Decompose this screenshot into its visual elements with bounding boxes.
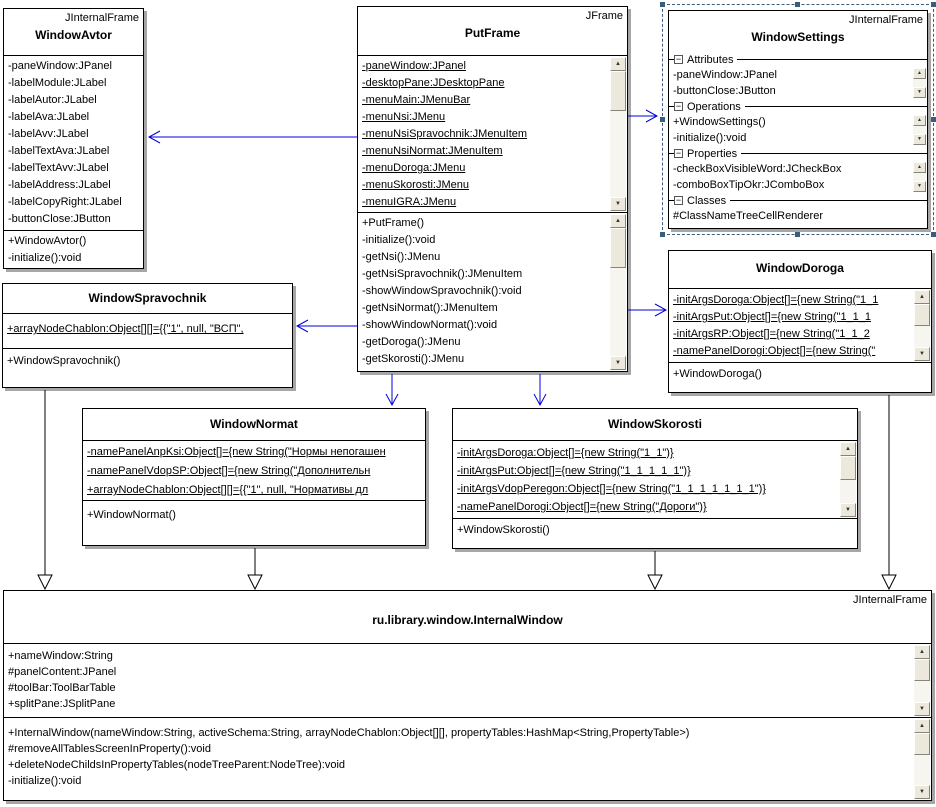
scroll-track[interactable]: [914, 755, 930, 785]
dependency-arrow-putframe-to-windowskorosti[interactable]: [531, 374, 549, 407]
methods-compartment: [3, 349, 292, 387]
scroll-up-button[interactable]: ▲: [914, 719, 930, 733]
scrollbar[interactable]: [913, 162, 926, 192]
scroll-thumb[interactable]: [610, 71, 626, 111]
scroll-down-button[interactable]: ▼: [913, 87, 926, 98]
method-line: +WindowSpravochnik(): [7, 355, 121, 367]
attribute-line: -paneWindow:JPanel: [362, 60, 466, 72]
selection-handle[interactable]: [795, 232, 800, 237]
method-line: -initialize():void: [362, 234, 436, 246]
attribute-line: -initArgsDoroga:Object[]={new String("1_1")}: [457, 447, 674, 459]
collapse-icon[interactable]: −: [675, 54, 682, 64]
attribute-line: -paneWindow:JPanel: [8, 60, 112, 72]
selection-frame[interactable]: [662, 4, 934, 235]
class-title: WindowSpravochnik: [88, 291, 207, 305]
method-line: +WindowSettings(): [673, 116, 766, 128]
attribute-line: -menuMain:JMenuBar: [362, 94, 471, 106]
method-line: -getNsiSpravochnik():JMenuItem: [362, 268, 523, 280]
class-window-spravochnik[interactable]: [2, 283, 293, 388]
section-header-attributes: [669, 52, 927, 67]
attribute-line: -menuNsiSpravochnik:JMenuItem: [362, 128, 528, 140]
class-stereotype: JInternalFrame: [853, 594, 927, 606]
class-header: [3, 284, 292, 314]
scroll-up-button[interactable]: ▲: [913, 162, 926, 173]
methods-compartment: [669, 363, 931, 392]
scroll-track[interactable]: [913, 173, 926, 181]
dependency-arrow-putframe-to-windowspravochnik[interactable]: [293, 317, 358, 335]
scroll-track[interactable]: [840, 480, 856, 503]
scroll-up-button[interactable]: ▲: [913, 68, 926, 79]
scroll-thumb[interactable]: [914, 733, 930, 755]
scroll-down-button[interactable]: ▼: [913, 134, 926, 145]
class-put-frame[interactable]: [357, 6, 628, 372]
selection-handle[interactable]: [931, 2, 936, 7]
attribute-line: -menuIGRA:JMenu: [362, 196, 457, 208]
scrollbar[interactable]: [914, 719, 930, 799]
section-label: Operations: [687, 100, 741, 113]
method-line: -initialize():void: [8, 252, 82, 264]
attribute-line: -menuNsiNormat:JMenuItem: [362, 145, 503, 157]
section-header-classes: [669, 193, 927, 208]
scroll-track[interactable]: [913, 126, 926, 134]
method-line: +WindowSkorosti(): [457, 524, 550, 536]
attribute-line: -comboBoxTipOkr:JComboBox: [673, 179, 825, 191]
generalization-arrow-windowspravochnik-to-internalwindow[interactable]: [37, 390, 54, 590]
class-internal-window[interactable]: [3, 590, 932, 801]
class-header: [83, 409, 425, 441]
attribute-line: -paneWindow:JPanel: [673, 69, 777, 81]
class-header: [4, 9, 143, 56]
method-line: -initialize():void: [673, 132, 747, 144]
attribute-line: -buttonClose:JButton: [8, 213, 111, 225]
divider: [741, 153, 927, 154]
class-window-avtor[interactable]: [3, 8, 144, 269]
methods-compartment: [83, 501, 425, 545]
class-window-settings[interactable]: [668, 10, 928, 229]
class-header: [4, 591, 931, 644]
scroll-thumb[interactable]: [914, 659, 930, 681]
collapse-icon[interactable]: −: [675, 101, 682, 111]
attribute-line: -labelModule:JLabel: [8, 77, 107, 89]
attribute-line: +nameWindow:String: [8, 650, 113, 662]
attributes-compartment: [4, 644, 931, 718]
scroll-up-button[interactable]: ▲: [840, 442, 856, 456]
scrollbar[interactable]: [913, 68, 926, 98]
selection-handle[interactable]: [931, 117, 936, 122]
attribute-line: -namePanelAnpKsi:Object[]={new String("Нормы непогашен: [87, 446, 386, 458]
attribute-line: -menuSkorosti:JMenu: [362, 179, 469, 191]
generalization-arrow-windowskorosti-to-internalwindow[interactable]: [647, 551, 664, 590]
class-stereotype: JFrame: [585, 10, 623, 22]
attributes-compartment: [3, 314, 292, 349]
method-line: -getNsi():JMenu: [362, 251, 441, 263]
scroll-thumb[interactable]: [914, 304, 930, 326]
scrollbar[interactable]: [914, 290, 930, 361]
selection-handle[interactable]: [660, 2, 665, 7]
class-stereotype: JInternalFrame: [849, 14, 923, 26]
class-header: [669, 11, 927, 52]
section-label: Properties: [687, 147, 738, 160]
scrollbar[interactable]: [610, 57, 626, 211]
selection-handle[interactable]: [660, 232, 665, 237]
method-line: -showWindowNormat():void: [362, 319, 498, 331]
dependency-arrow-putframe-to-windowavtor[interactable]: [144, 128, 358, 146]
attributes-compartment: [358, 56, 627, 213]
attribute-line: -initArgsDoroga:Object[]={new String("1_1: [673, 294, 879, 306]
dependency-arrow-putframe-to-windowsettings[interactable]: [628, 107, 662, 125]
divider: [730, 200, 927, 201]
method-line: -getSkorosti():JMenu: [362, 353, 465, 365]
attribute-line: -labelAvv:JLabel: [8, 128, 89, 140]
section-label: Classes: [687, 194, 727, 207]
attribute-line: -labelCopyRight:JLabel: [8, 196, 122, 208]
selection-handle[interactable]: [795, 2, 800, 7]
divider: [745, 106, 927, 107]
class-header: [358, 7, 627, 56]
class-window-skorosti[interactable]: [452, 408, 858, 549]
scroll-up-button[interactable]: ▲: [913, 115, 926, 126]
scrollbar[interactable]: [913, 115, 926, 145]
scroll-track[interactable]: [914, 681, 930, 702]
methods-compartment: [358, 213, 627, 371]
method-line: -getNsiNormat():JMenuItem: [362, 302, 498, 314]
scroll-up-button[interactable]: ▲: [610, 214, 626, 228]
attributes-compartment: [83, 441, 425, 501]
section-label: Attributes: [687, 53, 734, 66]
class-window-normat[interactable]: [82, 408, 426, 546]
methods-compartment: [4, 718, 931, 800]
attributes-compartment: [669, 289, 931, 363]
selection-handle[interactable]: [931, 232, 936, 237]
scroll-up-button[interactable]: ▲: [914, 645, 930, 659]
attribute-line: -labelAddress:JLabel: [8, 179, 111, 191]
attribute-line: -labelAva:JLabel: [8, 111, 90, 123]
section-header-operations: [669, 99, 927, 114]
attribute-line: -checkBoxVisibleWord:JCheckBox: [673, 163, 842, 175]
scroll-thumb[interactable]: [840, 456, 856, 480]
attribute-line: -labelTextAva:JLabel: [8, 145, 110, 157]
dependency-arrow-putframe-to-windownormat[interactable]: [383, 374, 401, 407]
method-line: -showWindowSpravochnik():void: [362, 285, 522, 297]
method-line: +InternalWindow(nameWindow:String, activeSchema:String, arrayNodeChablon:Object[][], propertyTables:HashMap<String,PropertyTable>): [8, 727, 690, 739]
section-header-properties: [669, 146, 927, 161]
scroll-up-button[interactable]: ▲: [914, 290, 930, 304]
attribute-line: -initArgsPut:Object[]={new String("1_1_1: [673, 311, 872, 323]
scrollbar[interactable]: [840, 442, 856, 517]
method-line: +WindowAvtor(): [8, 235, 87, 247]
attribute-line: +splitPane:JSplitPane: [8, 698, 116, 710]
class-title: WindowNormat: [210, 417, 298, 431]
scroll-down-button[interactable]: ▼: [914, 347, 930, 361]
attribute-line: -labelAutor:JLabel: [8, 94, 97, 106]
method-line: +WindowNormat(): [87, 509, 176, 521]
class-header: [453, 409, 857, 441]
attribute-line: -namePanelVdopSP:Object[]={new String("Дополнительн: [87, 465, 371, 477]
attribute-line: -namePanelDorogi:Object[]={new String("Дороги")}: [457, 501, 707, 513]
scrollbar[interactable]: [914, 645, 930, 716]
method-line: +WindowDoroga(): [673, 368, 762, 380]
scroll-down-button[interactable]: ▼: [840, 503, 856, 517]
attribute-line: -labelTextAvv:JLabel: [8, 162, 109, 174]
method-line: #removeAllTablesScreenInProperty():void: [8, 743, 211, 755]
class-title: ru.library.window.InternalWindow: [372, 613, 563, 627]
scroll-down-button[interactable]: ▼: [610, 356, 626, 370]
method-line: -getDoroga():JMenu: [362, 336, 461, 348]
method-line: +deleteNodeChildsInPropertyTables(nodeTreeParent:NodeTree):void: [8, 759, 346, 771]
method-line: -initialize():void: [8, 775, 82, 787]
generalization-arrow-windownormat-to-internalwindow[interactable]: [247, 548, 264, 590]
attribute-line: -menuNsi:JMenu: [362, 111, 446, 123]
attribute-line: #toolBar:ToolBarTable: [8, 682, 116, 694]
class-stereotype: JInternalFrame: [65, 12, 139, 24]
divider: [737, 59, 927, 60]
attributes-compartment: [4, 56, 143, 231]
scroll-thumb[interactable]: [610, 228, 626, 268]
attributes-compartment: [453, 441, 857, 519]
scroll-track[interactable]: [610, 111, 626, 197]
scroll-track[interactable]: [913, 79, 926, 87]
scroll-down-button[interactable]: ▼: [914, 785, 930, 799]
class-header: [669, 251, 931, 289]
class-title: WindowSettings: [751, 30, 845, 44]
dependency-arrow-putframe-to-windowdoroga[interactable]: [628, 301, 668, 319]
scroll-track[interactable]: [914, 326, 930, 347]
collapse-icon[interactable]: −: [675, 148, 682, 158]
attribute-line: #panelContent:JPanel: [8, 666, 117, 678]
scroll-track[interactable]: [610, 268, 626, 356]
attribute-line: -menuDoroga:JMenu: [362, 162, 466, 174]
scroll-down-button[interactable]: ▼: [914, 702, 930, 716]
class-title: WindowSkorosti: [608, 417, 702, 431]
attribute-line: -initArgsPut:Object[]={new String("1_1_1_1_1")}: [457, 465, 691, 477]
class-title: WindowDoroga: [756, 261, 844, 275]
attribute-line: -initArgsRP:Object[]={new String("1_1_2: [673, 328, 870, 340]
attribute-line: +arrayNodeChablon:Object[][]={{"1", null, "Нормативы дл: [87, 484, 369, 496]
class-title: WindowAvtor: [35, 28, 112, 42]
scrollbar[interactable]: [610, 214, 626, 370]
class-window-doroga[interactable]: [668, 250, 932, 393]
method-line: +PutFrame(): [362, 217, 425, 229]
methods-compartment: [4, 231, 143, 268]
attribute-line: -buttonClose:JButton: [673, 85, 776, 97]
class-title: PutFrame: [464, 26, 521, 40]
attribute-line: -initArgsVdopPeregon:Object[]={new String("1_1_1_1_1_1_1")}: [457, 483, 766, 495]
attribute-line: -desktopPane:JDesktopPane: [362, 77, 505, 89]
generalization-arrow-windowdoroga-to-internalwindow[interactable]: [881, 395, 898, 590]
attribute-line: -namePanelDorogi:Object[]={new String(": [673, 345, 876, 357]
scroll-down-button[interactable]: ▼: [610, 197, 626, 211]
scroll-down-button[interactable]: ▼: [913, 181, 926, 192]
attribute-line: +arrayNodeChablon:Object[][]={{"1", null, "ВСП",: [7, 323, 244, 335]
scroll-up-button[interactable]: ▲: [610, 57, 626, 71]
methods-compartment: [453, 519, 857, 548]
collapse-icon[interactable]: −: [675, 195, 682, 205]
class-line: #ClassNameTreeCellRenderer: [673, 210, 823, 222]
